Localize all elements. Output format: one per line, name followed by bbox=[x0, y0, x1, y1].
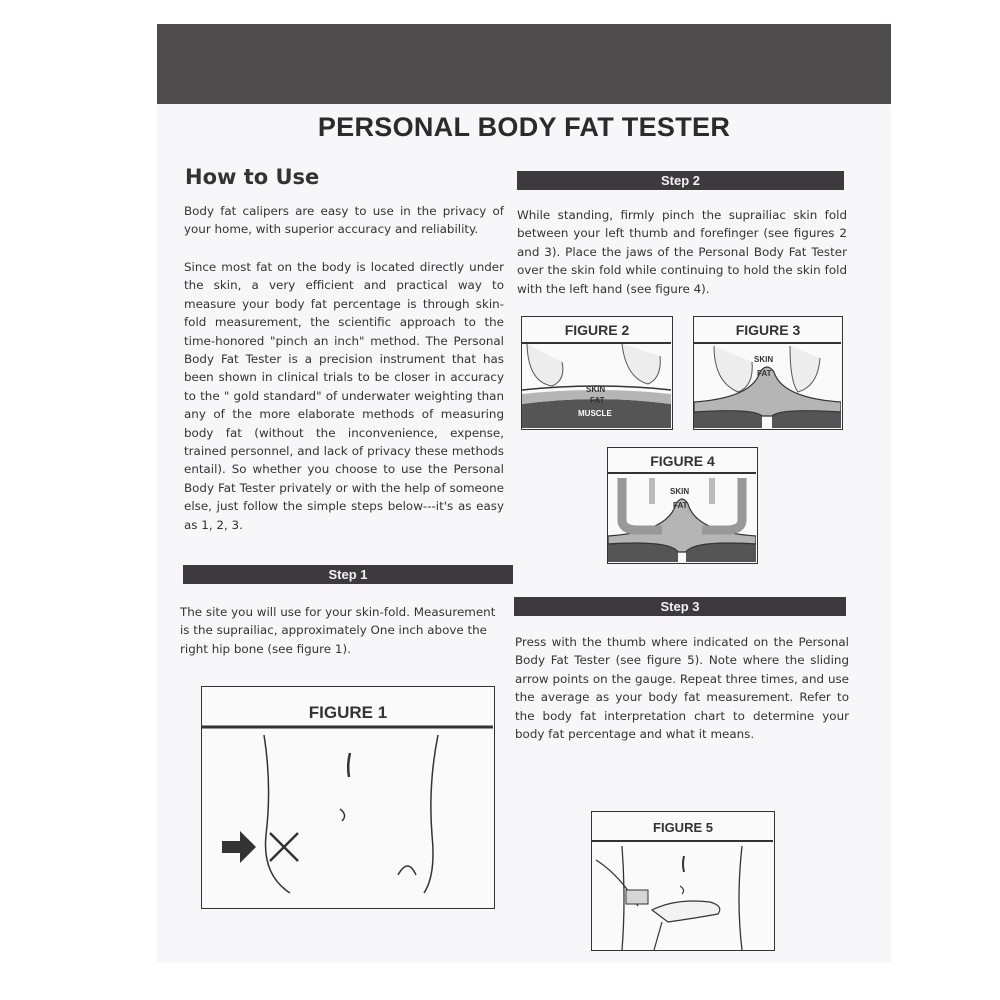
page-title: PERSONAL BODY FAT TESTER bbox=[157, 104, 891, 160]
figure-5-label: FIGURE 5 bbox=[653, 820, 713, 835]
figure-2-label: FIGURE 2 bbox=[564, 322, 630, 338]
figure-1-label: FIGURE 1 bbox=[308, 703, 388, 722]
fig3-fat-label: FAT bbox=[757, 369, 772, 378]
fig2-muscle-label: MUSCLE bbox=[578, 409, 612, 418]
step3-bar: Step 3 bbox=[514, 597, 846, 616]
figure-3-label: FIGURE 3 bbox=[735, 322, 801, 338]
fig2-skin-label: SKIN bbox=[586, 385, 606, 394]
figure-4 bbox=[607, 447, 758, 564]
figure-2 bbox=[521, 316, 673, 430]
fig4-fat-label: FAT bbox=[673, 501, 688, 510]
figure-1-illustration bbox=[202, 725, 493, 905]
figure-1 bbox=[201, 686, 495, 909]
fig4-skin-label: SKIN bbox=[670, 487, 690, 496]
fig2-fat-label: FAT bbox=[590, 396, 605, 405]
figure-4-label: FIGURE 4 bbox=[650, 453, 715, 469]
step1-text: The site you will use for your skin-fold. Measurement is the suprailiac, approximately One inch above the right hip bone (see figure 1). bbox=[180, 605, 496, 656]
step3-text: Press with the thumb where indicated on the Personal Body Fat Tester (see figure 5). Note where the sliding arrow points on the gauge. Repeat three times, and use the average as your body fat measurement. Refer to the body fat interpretation chart to determine your body fat percentage and what it means. bbox=[515, 635, 849, 742]
method-paragraph: Since most fat on the body is located directly under the skin, a very efficient and practical way to measure your body fat percentage is through skin-fold measurement, the scientific approach to the time-honored "pinch an inch" method. The Personal Body Fat Tester is a precision instrument that has been shown in clinical trials to be closer in accuracy to the " gold standard" of underwater weighting than any of the more elaborate methods of measuring body fat (without the inconvenience, expense, trained personnel, and lack of privacy these methods entail). So whether you choose to use the Personal Body Fat Tester privately or with the help of someone else, just follow the simple steps below---it's as easy as 1, 2, 3. bbox=[184, 260, 504, 532]
figure-3-illustration bbox=[694, 342, 841, 428]
step2-text: While standing, firmly pinch the suprailiac skin fold between your left thumb and forefinger (see figures 2 and 3). Place the jaws of the Personal Body Fat Tester over the skin fold while continuing to hold the skin fold with the left hand (see figure 4). bbox=[517, 208, 847, 296]
step2-bar: Step 2 bbox=[517, 171, 844, 190]
step1-bar: Step 1 bbox=[183, 565, 513, 584]
how-to-use-heading: How to Use bbox=[185, 165, 320, 189]
intro-paragraph: Body fat calipers are easy to use in the privacy of your home, with superior accuracy and reliability. bbox=[184, 204, 504, 237]
figure-5 bbox=[591, 811, 775, 951]
figure-2-illustration bbox=[522, 342, 671, 428]
fig3-skin-label: SKIN bbox=[754, 355, 774, 364]
figure-5-illustration bbox=[592, 840, 773, 950]
figure-4-illustration bbox=[608, 472, 756, 562]
figure-3 bbox=[693, 316, 843, 430]
